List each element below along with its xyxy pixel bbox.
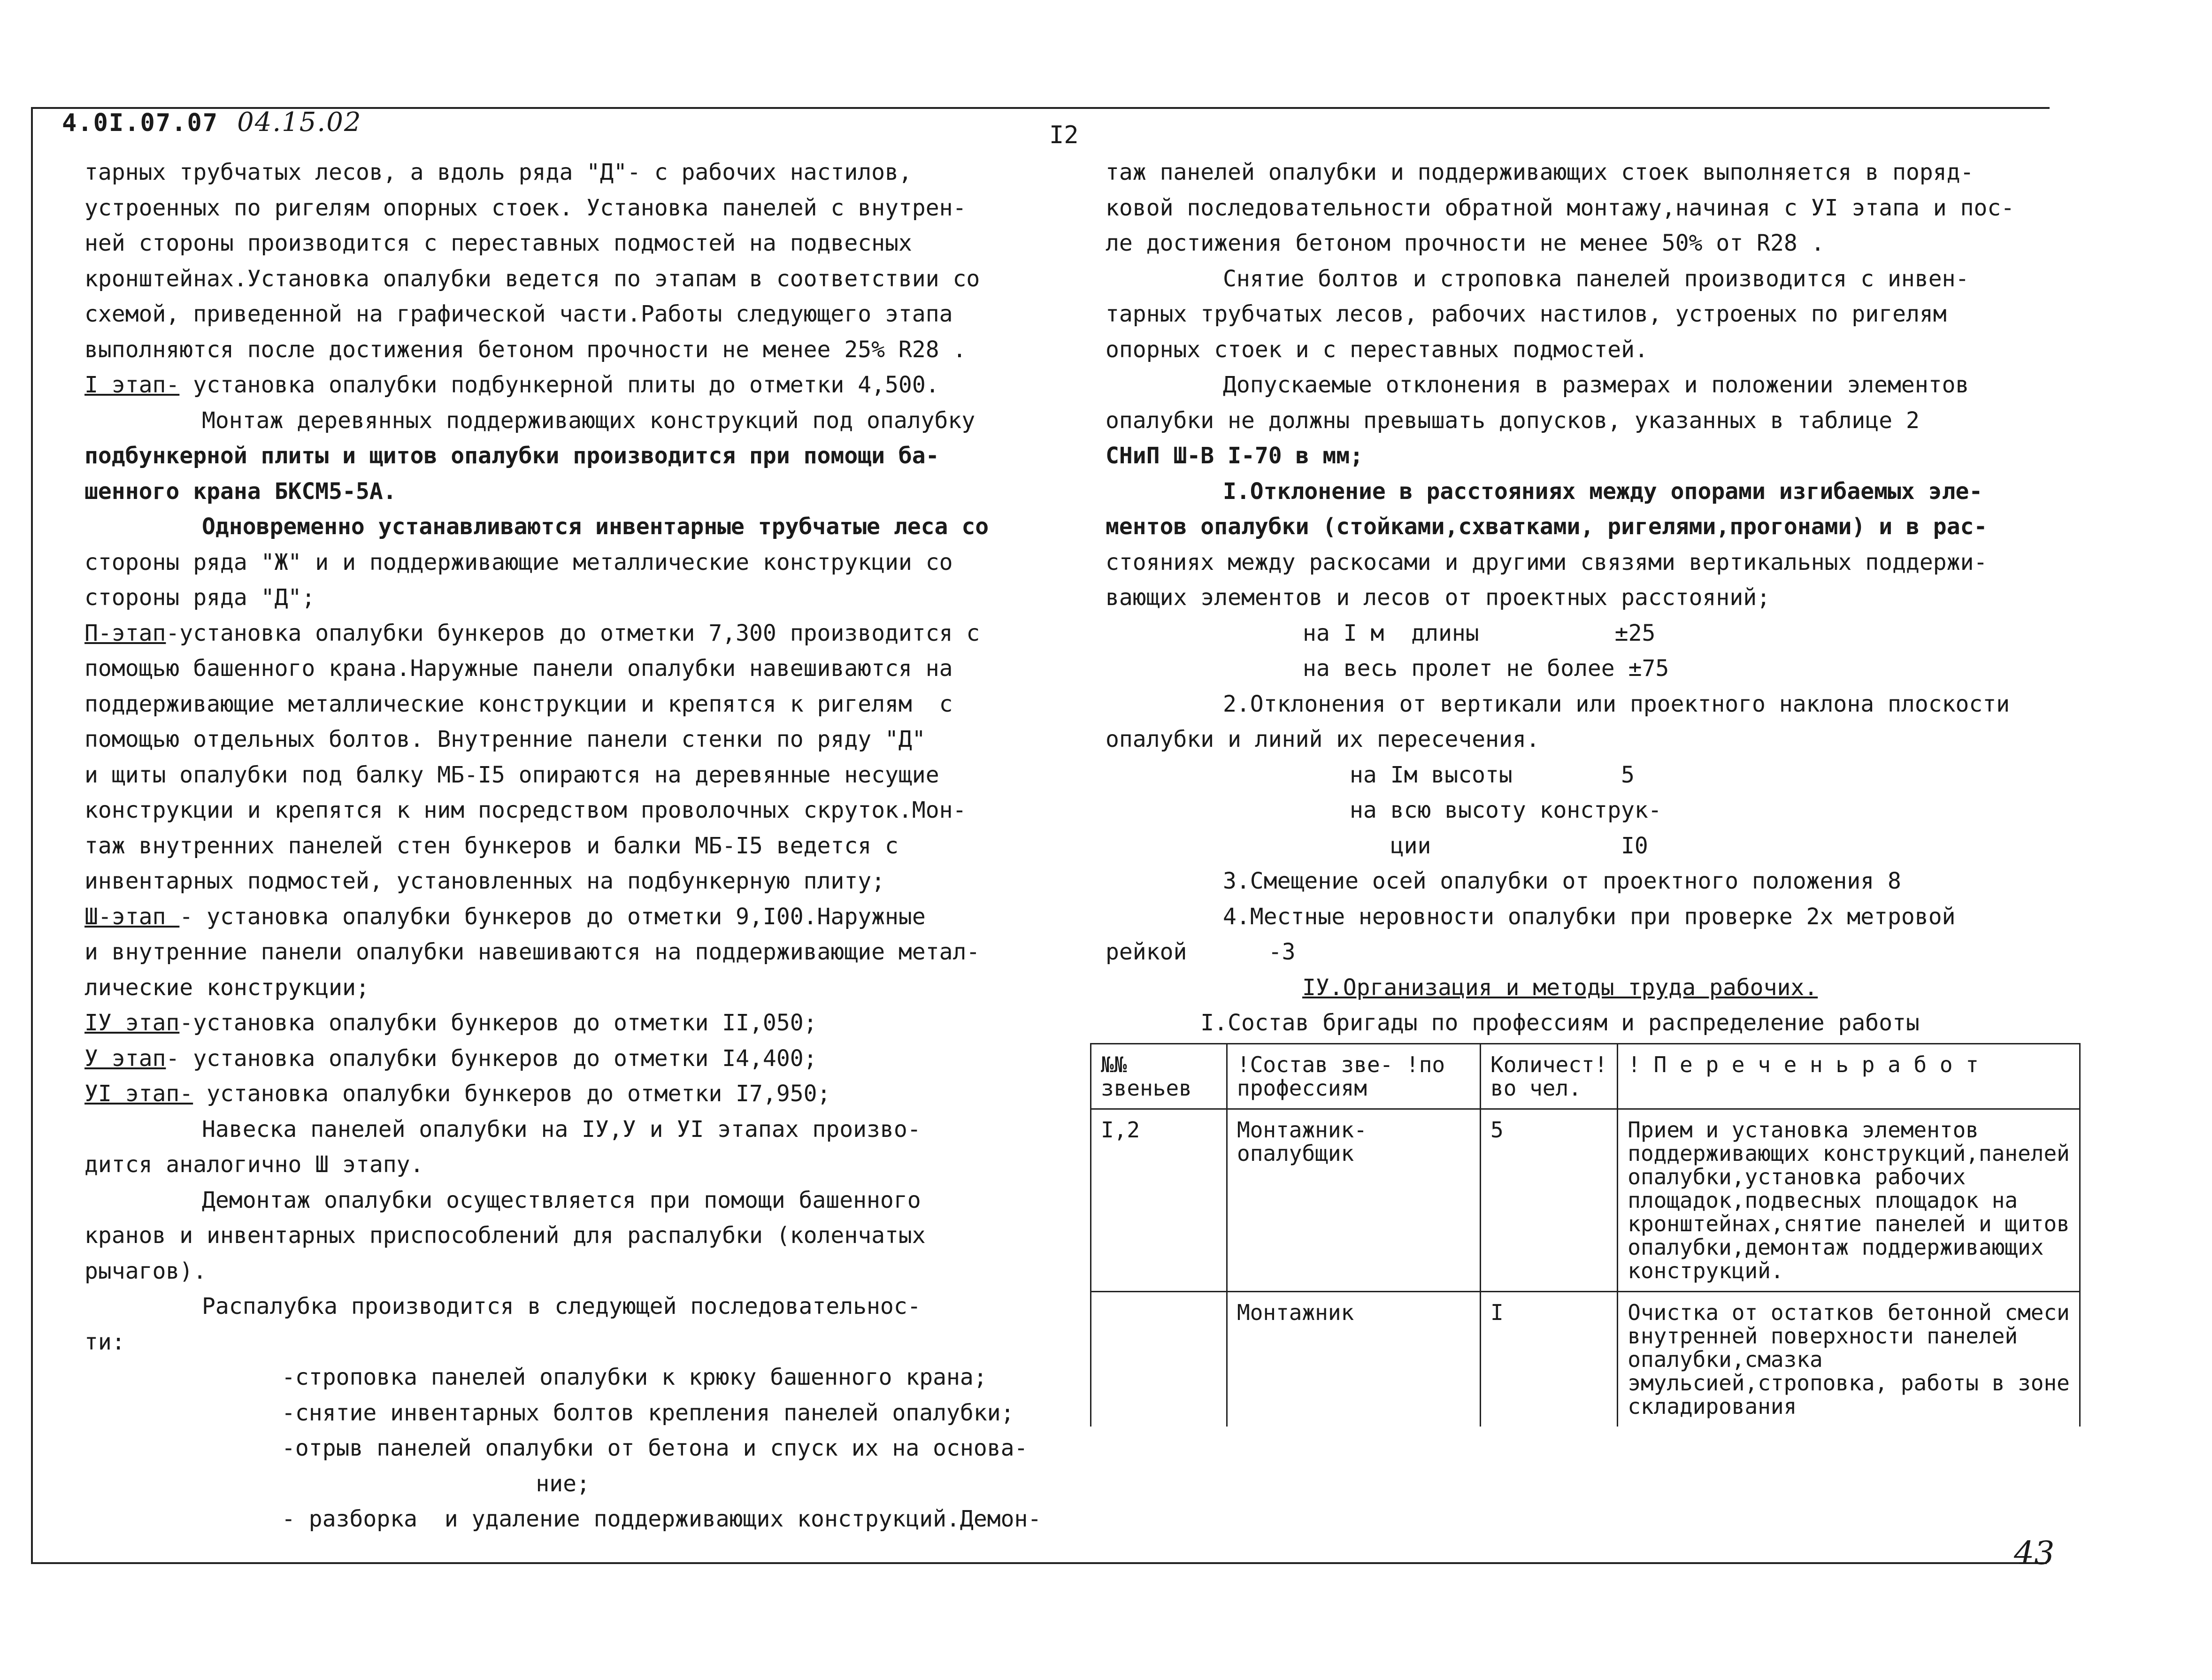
line-text: подбункерной плиты и щитов опалубки производится при помощи ба-: [84, 443, 939, 469]
text-line: [1106, 722, 2014, 758]
header-work-list: ! П е р е ч е н ь р а б о т: [1618, 1044, 2080, 1109]
text-line: [84, 1041, 1041, 1077]
text-line: [84, 616, 1041, 652]
text-line: [1106, 935, 2014, 970]
line-text: -установка опалубки бункеров до отметки II,050;: [179, 1010, 817, 1036]
text-line: [84, 580, 1041, 616]
line-text: выполняются после достижения бетоном прочности не менее 25% R28 .: [84, 336, 967, 363]
text-line: [84, 758, 1041, 793]
line-text: ции I0: [1350, 832, 1648, 859]
text-line: [1106, 864, 2014, 899]
line-text: -отрыв панелей опалубки от бетона и спуск их на основа-: [282, 1435, 1028, 1461]
line-text: на Iм высоты 5: [1350, 761, 1635, 788]
table-row: [1091, 1292, 2080, 1427]
line-text: на весь пролет не более ±75: [1303, 655, 1669, 682]
text-line: [1106, 899, 2014, 935]
line-text: конструкции и крепятся к ним посредством проволочных скруток.Мон-: [84, 797, 967, 823]
left-text-column: [84, 155, 1041, 1537]
line-text: СНиП Ш-В I-70 в мм;: [1106, 443, 1364, 469]
profession: Монтажник-опалубщик: [1227, 1109, 1481, 1292]
stage-label: I этап-: [84, 372, 180, 398]
text-line: [84, 155, 1041, 191]
text-line: [1106, 261, 2014, 297]
line-text: шенного крана БКСМ5-5А.: [84, 478, 397, 505]
text-line: [1106, 828, 2014, 864]
line-text: схемой, приведенной на графической части.Работы следующего этапа: [84, 301, 953, 327]
text-line: [1106, 758, 2014, 793]
stage-label: Ш-этап: [84, 903, 180, 930]
line-text: Демонтаж опалубки осуществляется при помощи башенного: [202, 1187, 921, 1213]
line-text: и щиты опалубки под балку МБ-I5 опираются на деревянные несущие: [84, 761, 939, 788]
text-line: [84, 545, 1041, 581]
text-line: [84, 261, 1041, 297]
text-line: [1106, 474, 2014, 510]
line-text: помощью башенного крана.Наружные панели опалубки навешиваются на: [84, 655, 953, 682]
doc-code-handwritten: 04.15.02: [237, 107, 362, 138]
text-line: [1106, 403, 2014, 439]
text-line: [84, 793, 1041, 828]
line-text: стояниях между раскосами и другими связями вертикальных поддержи-: [1106, 549, 1988, 575]
text-line: [84, 332, 1041, 368]
text-line: [84, 403, 1041, 439]
line-text: кранов и инвентарных приспособлений для распалубки (коленчатых: [84, 1222, 926, 1249]
text-line: [1106, 368, 2014, 403]
text-line: [84, 1183, 1041, 1219]
text-line: [84, 1466, 1041, 1502]
line-text: опалубки и линий их пересечения.: [1106, 726, 1540, 752]
text-line: [84, 226, 1041, 261]
line-text: -установка опалубки бункеров до отметки 7,300 производится с: [166, 620, 980, 646]
line-text: тарных трубчатых лесов, рабочих настилов, устроеных по ригелям: [1106, 301, 1947, 327]
line-text: - установка опалубки бункеров до отметки I4,400;: [166, 1045, 817, 1072]
text-line: [84, 1112, 1041, 1148]
line-text: опалубки не должны превышать допусков, указанных в таблице 2: [1106, 407, 1920, 434]
line-text: ковой последовательности обратной монтажу,начиная с УI этапа и пос-: [1106, 194, 2015, 221]
line-text: установка опалубки бункеров до отметки I7,950;: [193, 1081, 831, 1107]
text-line: [1106, 191, 2014, 226]
text-line: [84, 368, 1041, 403]
line-text: IУ.Организация и методы труда рабочих.: [1302, 974, 1818, 1001]
stage-label: У этап: [84, 1045, 166, 1072]
text-line: [1106, 616, 2014, 652]
text-line: [1106, 651, 2014, 687]
line-text: дится аналогично Ш этапу.: [84, 1151, 424, 1178]
text-line: [84, 935, 1041, 970]
text-line: [84, 722, 1041, 758]
text-line: [84, 1147, 1041, 1183]
line-text: инвентарных подмостей, установленных на подбункерную плиту;: [84, 868, 885, 894]
text-line: [84, 1254, 1041, 1289]
line-text: Снятие болтов и строповка панелей производится с инвен-: [1223, 265, 1969, 292]
text-line: [1106, 580, 2014, 616]
document-code: [62, 107, 361, 138]
text-line: [84, 651, 1041, 687]
line-text: I.Отклонение в расстояниях между опорами изгибаемых эле-: [1223, 478, 1983, 505]
text-line: [84, 970, 1041, 1006]
text-line: [84, 1431, 1041, 1466]
line-text: кронштейнах.Установка опалубки ведется по этапам в соответствии со: [84, 265, 980, 292]
line-text: на всю высоту конструк-: [1350, 797, 1662, 823]
line-text: таж панелей опалубки и поддерживающих стоек выполняется в поряд-: [1106, 159, 1974, 185]
stage-label: П-этап: [84, 620, 166, 646]
header-teams: №№ звеньев: [1091, 1044, 1227, 1109]
team-number: [1091, 1292, 1227, 1427]
text-line: [84, 828, 1041, 864]
line-text: стороны ряда "Ж" и и поддерживающие металлические конструкции со: [84, 549, 953, 575]
text-line: [1106, 438, 2014, 474]
line-text: - разборка и удаление поддерживающих конструкций.Демон-: [282, 1506, 1042, 1532]
text-line: [1106, 793, 2014, 828]
text-line: [84, 191, 1041, 226]
crew-table: [1090, 1043, 2081, 1427]
line-text: - установка опалубки бункеров до отметки 9,I00.Наружные: [179, 903, 926, 930]
page-number: I2: [1049, 121, 1079, 149]
line-text: на I м длины ±25: [1303, 620, 1656, 646]
text-line: [84, 864, 1041, 899]
line-text: -снятие инвентарных болтов крепления панелей опалубки;: [282, 1399, 1014, 1426]
text-line: [84, 1325, 1041, 1360]
text-line: [1106, 687, 2014, 722]
text-line: [84, 1360, 1041, 1396]
text-line: [1106, 332, 2014, 368]
line-text: устроенных по ригелям опорных стоек. Установка панелей с внутрен-: [84, 194, 967, 221]
header-count: Количест! во чел.: [1481, 1044, 1618, 1109]
work-description: Очистка от остатков бетонной смеси внутренней поверхности панелей опалубки,смазка эмульсией,строповка, работы в зоне складирования: [1618, 1292, 2080, 1427]
work-description: Прием и установка элементов поддерживающих конструкций,панелей опалубки,установка рабочих площадок,подвесных площадок на кронштейнах,снятие панелей и щитов опалубки,демонтаж поддерживающих конструкций.: [1618, 1109, 2080, 1292]
doc-code-typed: 4.0I.07.07: [62, 109, 219, 137]
line-text: помощью отдельных болтов. Внутренние панели стенки по ряду "Д": [84, 726, 926, 752]
line-text: I.Состав бригады по профессиям и распределение работы: [1200, 1010, 1920, 1036]
line-text: Одновременно устанавливаются инвентарные трубчатые леса со: [202, 514, 989, 540]
text-line: [1106, 297, 2014, 332]
line-text: опорных стоек и с переставных подмостей.: [1106, 336, 1648, 363]
right-text-column: [1106, 155, 2014, 1041]
line-text: 4.Местные неровности опалубки при проверке 2х метровой: [1223, 903, 1956, 930]
text-line: [84, 1218, 1041, 1254]
line-text: Допускаемые отклонения в размерах и положении элементов: [1223, 372, 1969, 398]
crew-table-header: [1091, 1044, 2080, 1109]
line-text: ле достижения бетоном прочности не менее 50% от R28 .: [1106, 230, 1825, 256]
line-text: ние;: [536, 1470, 590, 1497]
line-text: рычагов).: [84, 1258, 207, 1284]
header-composition: !Состав зве- !по профессиям: [1227, 1044, 1481, 1109]
worker-count: 5: [1481, 1109, 1618, 1292]
stage-label: IУ этап: [84, 1010, 180, 1036]
text-line: [84, 1502, 1041, 1537]
line-text: установка опалубки подбункерной плиты до отметки 4,500.: [179, 372, 939, 398]
text-line: [84, 1076, 1041, 1112]
text-line: [84, 1396, 1041, 1431]
text-line: [1106, 509, 2014, 545]
line-text: 2.Отклонения от вертикали или проектного наклона плоскости: [1223, 690, 2010, 717]
text-line: [1106, 545, 2014, 581]
team-number: I,2: [1091, 1109, 1227, 1292]
profession: Монтажник: [1227, 1292, 1481, 1427]
stage-label: УI этап-: [84, 1081, 193, 1107]
text-line: [84, 1005, 1041, 1041]
text-line: [1106, 155, 2014, 191]
line-text: Навеска панелей опалубки на IУ,У и УI этапах произво-: [202, 1116, 921, 1143]
line-text: лические конструкции;: [84, 974, 369, 1001]
line-text: стороны ряда "Д";: [84, 584, 315, 611]
text-line: [84, 1289, 1041, 1325]
text-line: [1106, 226, 2014, 261]
line-text: ти:: [84, 1328, 125, 1355]
line-text: тарных трубчатых лесов, а вдоль ряда "Д"- с рабочих настилов,: [84, 159, 912, 185]
line-text: ментов опалубки (стойками,схватками, ригелями,прогонами) и в рас-: [1106, 514, 1988, 540]
text-line: [1106, 1005, 2014, 1041]
line-text: вающих элементов и лесов от проектных расстояний;: [1106, 584, 1771, 611]
line-text: Монтаж деревянных поддерживающих конструкций под опалубку: [202, 407, 975, 434]
table-row: [1091, 1109, 2080, 1292]
line-text: и внутренние панели опалубки навешиваются на поддерживающие метал-: [84, 939, 980, 965]
handwritten-page-number: 43: [2014, 1535, 2055, 1572]
line-text: Распалубка производится в следующей последовательнос-: [202, 1293, 921, 1319]
text-line: [84, 474, 1041, 510]
line-text: таж внутренних панелей стен бункеров и балки МБ-I5 ведется с: [84, 832, 899, 859]
line-text: рейкой -3: [1106, 939, 1296, 965]
line-text: ней стороны производится с переставных подмостей на подвесных: [84, 230, 912, 256]
text-line: [84, 899, 1041, 935]
text-line: [84, 297, 1041, 332]
line-text: -строповка панелей опалубки к крюку башенного крана;: [282, 1364, 987, 1390]
text-line: [84, 509, 1041, 545]
text-line: [84, 438, 1041, 474]
text-line: [1106, 970, 2014, 1006]
line-text: поддерживающие металлические конструкции и крепятся к ригелям с: [84, 690, 953, 717]
text-line: [84, 687, 1041, 722]
worker-count: I: [1481, 1292, 1618, 1427]
line-text: 3.Смещение осей опалубки от проектного положения 8: [1223, 868, 1901, 894]
